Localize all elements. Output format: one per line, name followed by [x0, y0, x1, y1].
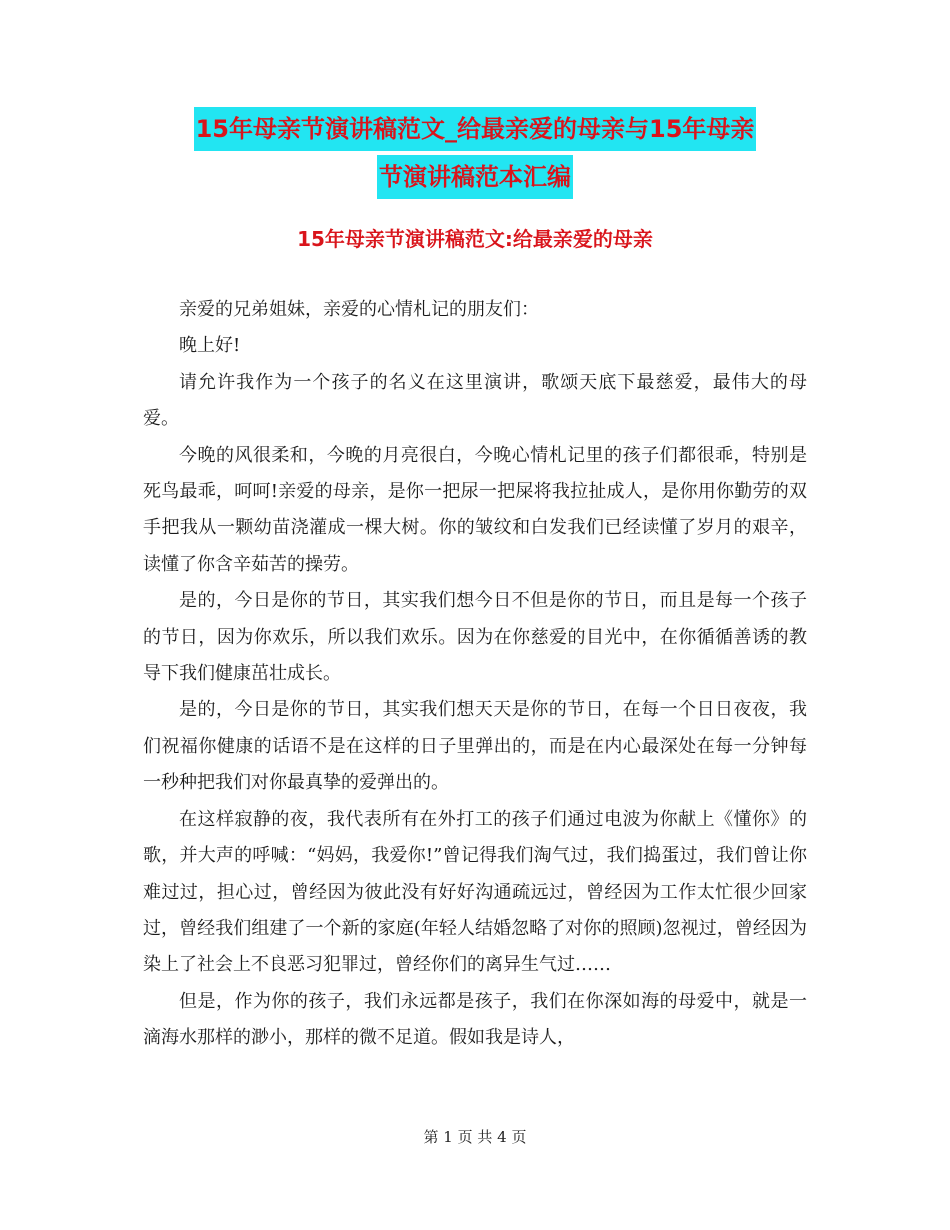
- document-title: [0, 107, 950, 203]
- document-body: [143, 292, 807, 1057]
- paragraph: 请允许我作为一个孩子的名义在这里演讲，歌颂天底下最慈爱，最伟大的母爱。: [143, 371, 807, 430]
- title-line-2: 节演讲稿范本汇编: [377, 155, 573, 199]
- paragraph: 在这样寂静的夜，我代表所有在外打工的孩子们通过电波为你献上《懂你》的歌，并大声的呼喊：“妈妈，我爱你!”曾记得我们淘气过，我们捣蛋过，我们曾让你难过过，担心过，曾经因为彼此没有好好沟通疏远过，曾经因为工作太忙很少回家过，曾经我们组建了一个新的家庭(年轻人结婚忽略了对你的照顾)忽视过，曾经因为染上了社会上不良恶习犯罪过，曾经你们的离异生气过……: [143, 808, 807, 976]
- paragraph: 是的，今日是你的节日，其实我们想天天是你的节日，在每一个日日夜夜，我们祝福你健康的话语不是在这样的日子里弹出的，而是在内心最深处在每一分钟每一秒种把我们对你最真挚的爱弹出的。: [143, 699, 807, 794]
- paragraph: 是的，今日是你的节日，其实我们想今日不但是你的节日，而且是每一个孩子的节日，因为你欢乐，所以我们欢乐。因为在你慈爱的目光中，在你循循善诱的教导下我们健康茁壮成长。: [143, 590, 807, 685]
- page-footer: 第 1 页 共 4 页: [423, 1128, 527, 1146]
- paragraph: 亲爱的兄弟姐妹，亲爱的心情札记的朋友们：: [179, 299, 539, 320]
- title-line-1: 15年母亲节演讲稿范文_给最亲爱的母亲与15年母亲: [194, 107, 757, 151]
- paragraph: 晚上好!: [179, 335, 241, 357]
- section-subtitle: 15年母亲节演讲稿范文:给最亲爱的母亲: [297, 227, 653, 251]
- paragraph: 但是，作为你的孩子，我们永远都是孩子，我们在你深如海的母爱中，就是一滴海水那样的渺小，那样的微不足道。假如我是诗人，: [143, 990, 807, 1049]
- paragraph: 今晚的风很柔和，今晚的月亮很白，今晚心情札记里的孩子们都很乖，特别是死鸟最乖，呵呵!亲爱的母亲，是你一把尿一把屎将我拉扯成人，是你用你勤劳的双手把我从一颗幼苗浇灌成一棵大树。你的皱纹和白发我们已经读懂了岁月的艰辛，读懂了你含辛茹苦的操劳。: [143, 444, 807, 575]
